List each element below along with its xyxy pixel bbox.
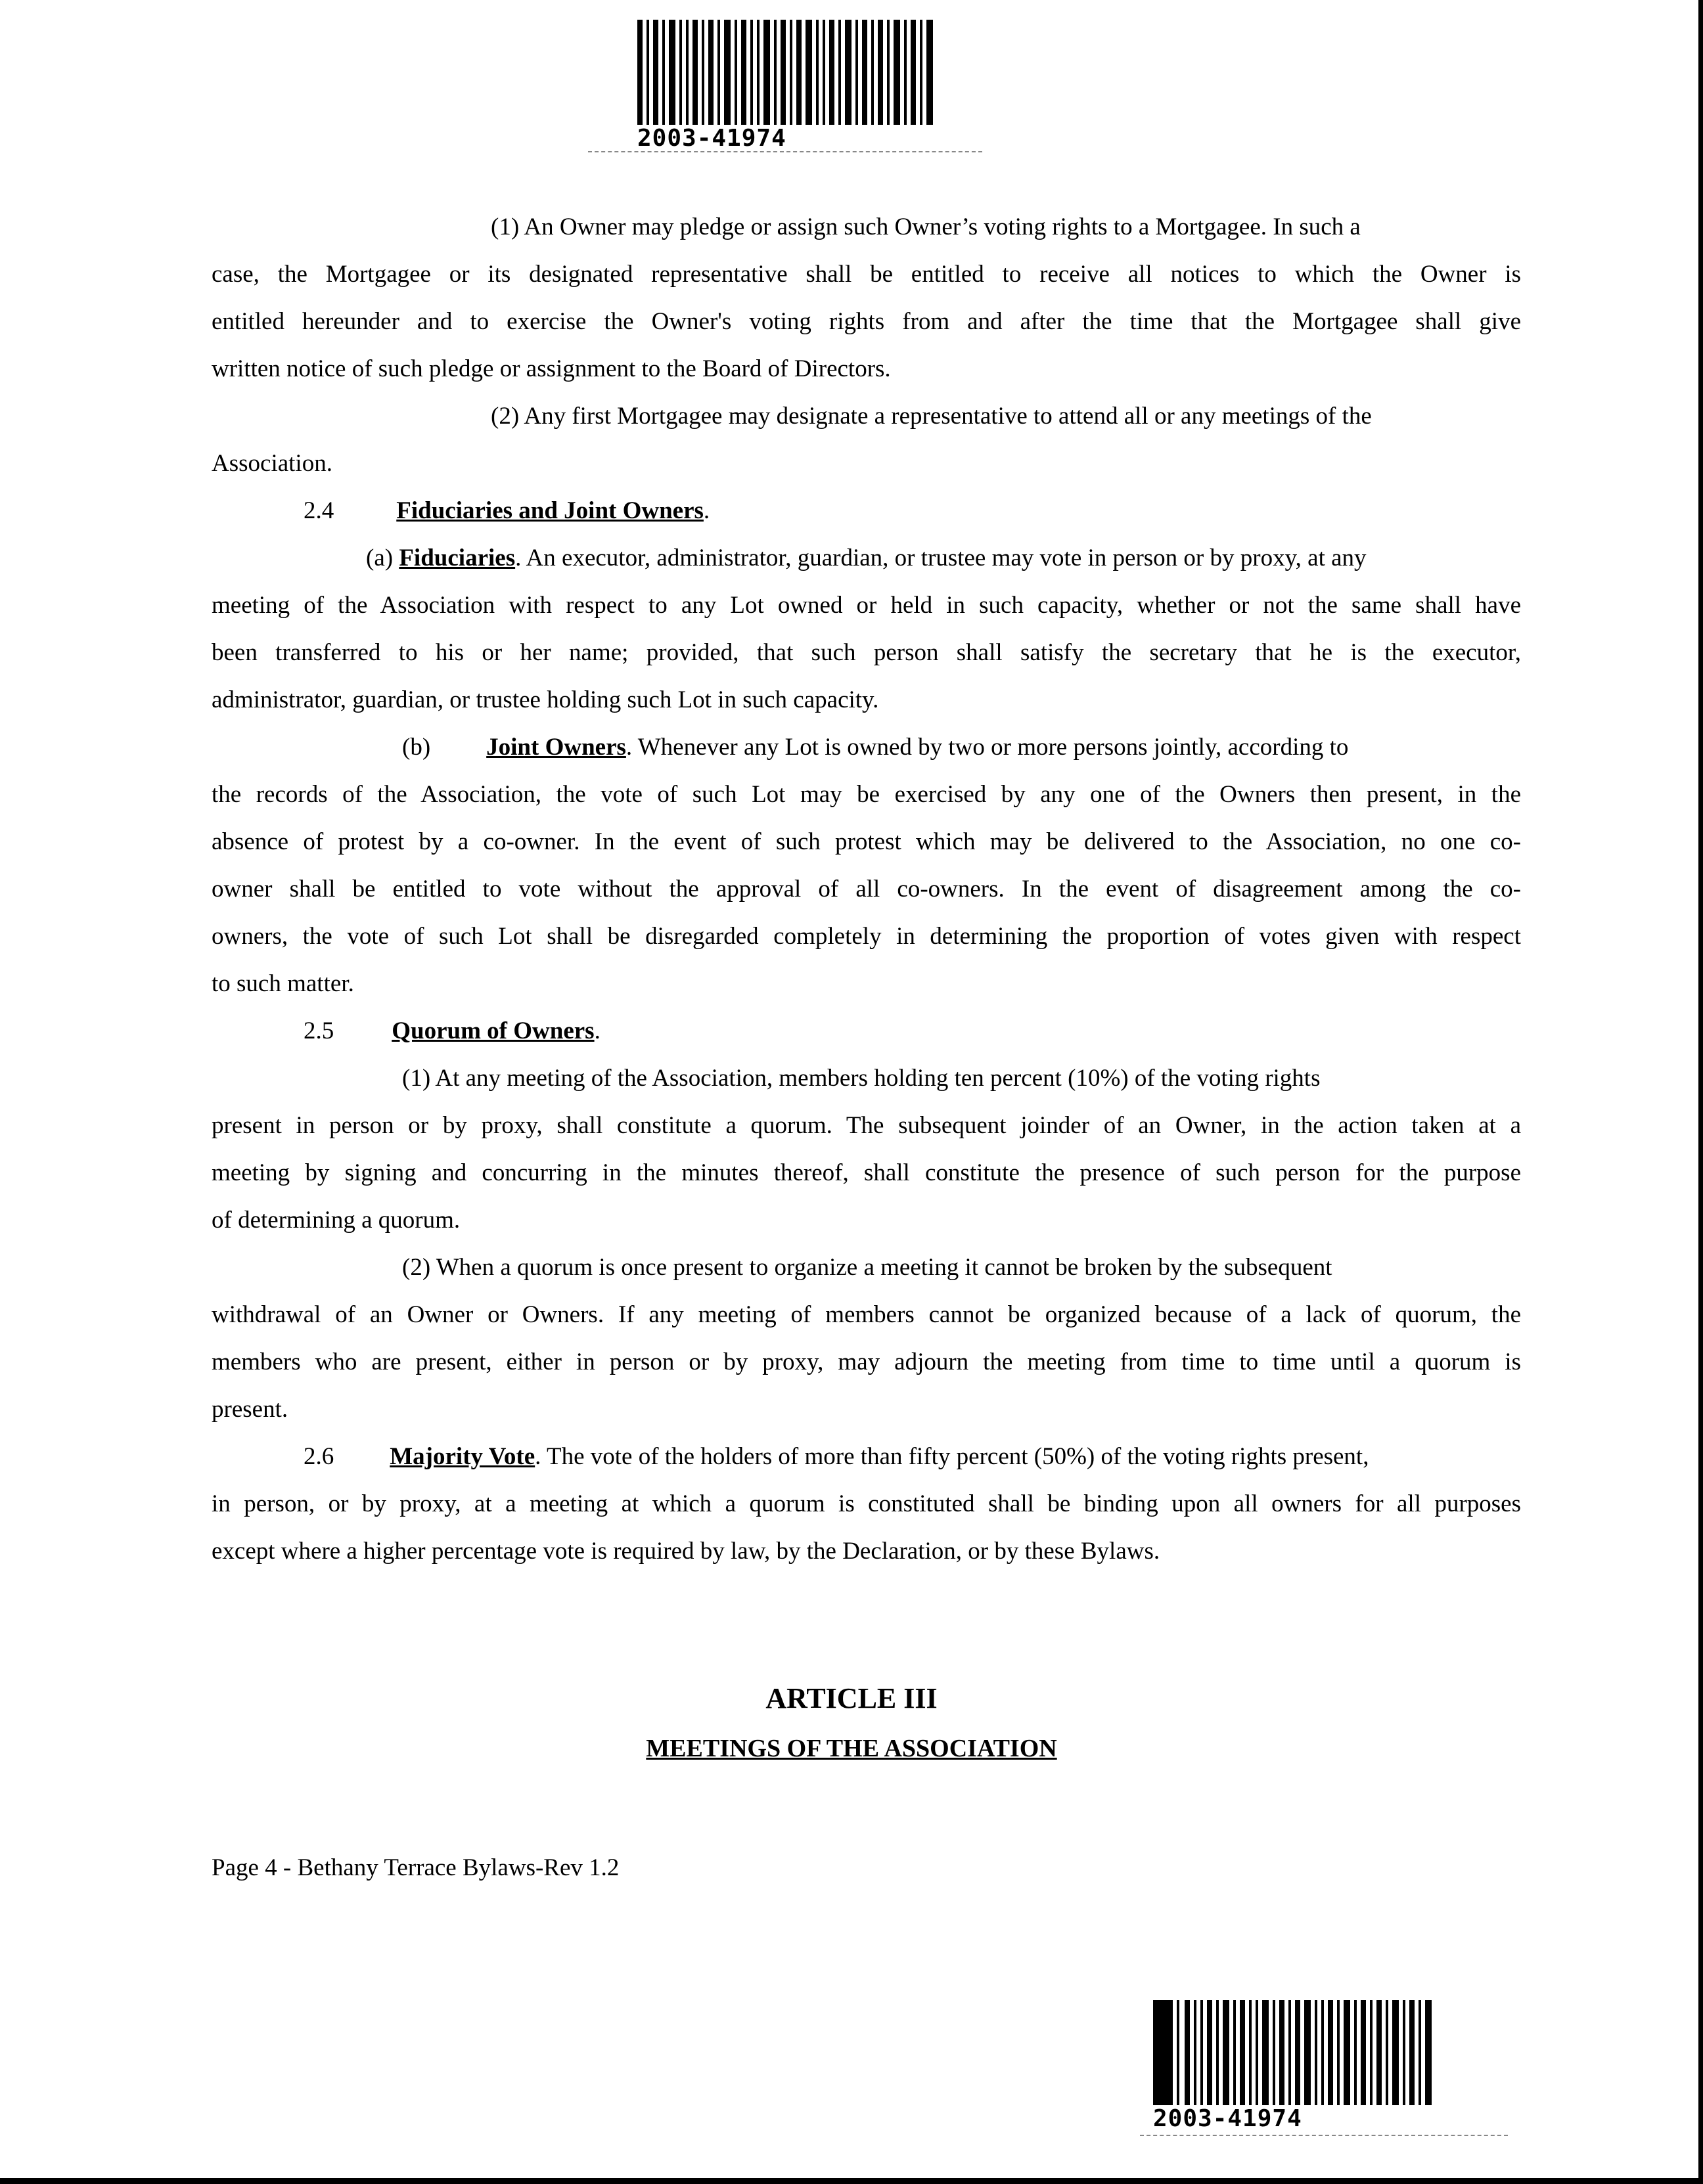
section-2-6-line-3: except where a higher percentage vote is required by law, by the Declaration, or by these Bylaws. <box>212 1538 1160 1565</box>
p3-lead: (a) <box>366 545 399 571</box>
p4-line-3: absence of protest by a co-owner. In the event of such protest which may be delivered to the Association, no one co- <box>212 828 1521 855</box>
section-2-6-title: Majority Vote <box>390 1443 535 1470</box>
page-footer: Page 4 - Bethany Terrace Bylaws-Rev 1.2 <box>212 1854 620 1881</box>
p3-line-3: been transferred to his or her name; provided, that such person shall satisfy the secretary that he is the executor, <box>212 639 1521 666</box>
p1-line-3: entitled hereunder and to exercise the Owner's voting rights from and after the time that the Mortgagee shall give <box>212 308 1521 335</box>
p4-line-4: owner shall be entitled to vote without the approval of all co-owners. In the event of disagreement among the co- <box>212 876 1521 903</box>
p3-l1-text: . An executor, administrator, guardian, or trustee may vote in person or by proxy, at any <box>515 545 1367 571</box>
section-2-4-title: Fiduciaries and Joint Owners <box>396 497 704 524</box>
p3-term: Fiduciaries <box>399 545 516 571</box>
article-title: MEETINGS OF THE ASSOCIATION <box>646 1735 1057 1762</box>
barcode-top-bars <box>637 20 940 125</box>
p4-line-2: the records of the Association, the vote of such Lot may be exercised by any one of the Owners then present, in the <box>212 781 1521 808</box>
p6-line-3: members who are present, either in person or by proxy, may adjourn the meeting from time to time until a quorum is <box>212 1348 1521 1375</box>
barcode-bottom-underline <box>1140 2135 1508 2136</box>
p5-line-2: present in person or by proxy, shall constitute a quorum. The subsequent joinder of an Owner, in the action taken at a <box>212 1112 1521 1139</box>
section-2-4-period: . <box>703 497 710 524</box>
barcode-bottom-bars <box>1153 2000 1455 2105</box>
p1-line-1: (1) An Owner may pledge or assign such Owner’s voting rights to a Mortgagee. In such a <box>491 213 1361 240</box>
section-2-5-heading <box>212 1008 1521 1055</box>
section-2-5-number: 2.5 <box>304 1017 334 1044</box>
p6-line-4: present. <box>212 1396 288 1423</box>
p5-line-1: (1) At any meeting of the Association, members holding ten percent (10%) of the voting rights <box>402 1065 1321 1092</box>
barcode-top-number: 2003-41974 <box>637 125 786 152</box>
scan-border-bottom <box>0 2178 1703 2184</box>
p2-line-1: (2) Any first Mortgagee may designate a representative to attend all or any meetings of the <box>491 403 1372 430</box>
section-2-4-heading <box>212 487 1521 535</box>
article-number: ARTICLE III <box>765 1682 938 1714</box>
p1-line-4: written notice of such pledge or assignment to the Board of Directors. <box>212 355 891 382</box>
section-2-4-number: 2.4 <box>304 497 334 524</box>
p6-line-2: withdrawal of an Owner or Owners. If any meeting of members cannot be organized because of a lack of quorum, the <box>212 1301 1521 1328</box>
p5-line-3: meeting by signing and concurring in the minutes thereof, shall constitute the presence of such person for the purpose <box>212 1159 1521 1186</box>
p4-l1-text: . Whenever any Lot is owned by two or more persons jointly, according to <box>625 734 1349 761</box>
barcode-bottom <box>1153 2000 1521 2141</box>
p1-line-2: case, the Mortgagee or its designated representative shall be entitled to receive all notices to which the Owner is <box>212 261 1521 288</box>
section-2-6-number: 2.6 <box>304 1443 334 1470</box>
p4-term: Joint Owners <box>486 734 626 761</box>
barcode-bottom-number: 2003-41974 <box>1153 2105 1302 2132</box>
barcode-top-underline <box>588 151 982 152</box>
p3-line-4: administrator, guardian, or trustee holding such Lot in such capacity. <box>212 686 879 713</box>
p3-line-2: meeting of the Association with respect to any Lot owned or held in such capacity, whether or not the same shall have <box>212 592 1521 619</box>
p6-line-1: (2) When a quorum is once present to organize a meeting it cannot be broken by the subsequent <box>402 1254 1332 1281</box>
barcode-top <box>637 20 1005 161</box>
p4-line-1 <box>212 724 1521 771</box>
document-body <box>212 204 1521 1575</box>
section-2-6-line-2: in person, or by proxy, at a meeting at which a quorum is constituted shall be binding upon all owners for all purposes <box>212 1490 1521 1517</box>
section-2-5-period: . <box>594 1017 601 1044</box>
section-2-5-title: Quorum of Owners <box>392 1017 595 1044</box>
p5-line-4: of determining a quorum. <box>212 1207 461 1234</box>
p2-line-2: Association. <box>212 450 332 477</box>
p3-line-1 <box>212 535 1521 582</box>
p4-lead: (b) <box>402 734 431 761</box>
scan-border-right <box>1698 0 1703 2184</box>
section-2-6-line-1 <box>212 1433 1521 1481</box>
p4-line-5: owners, the vote of such Lot shall be disregarded completely in determining the proportion of votes given with respect <box>212 923 1521 950</box>
p4-line-6: to such matter. <box>212 970 354 997</box>
section-2-6-l1-text: . The vote of the holders of more than fifty percent (50%) of the voting rights present, <box>535 1443 1369 1470</box>
